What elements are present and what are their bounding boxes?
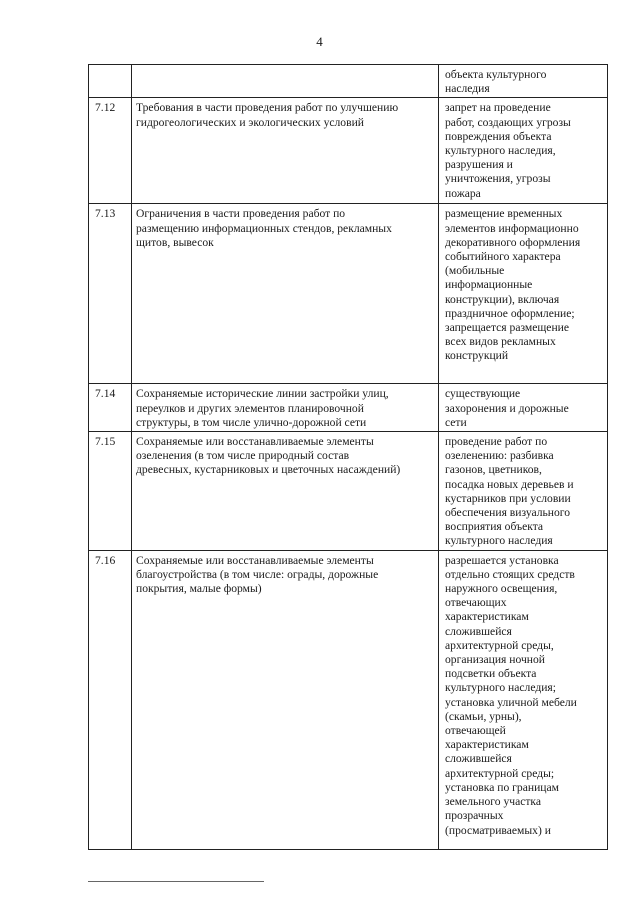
row-number: 7.15 — [95, 435, 116, 449]
row-description: Требования в части проведения работ по улучшению гидрогеологических и экологических условий — [136, 101, 399, 129]
row-rule: проведение работ по озеленению: разбивка газонов, цветников, посадка новых деревьев и кустарников при условии обеспечения визуального восприятия объекта культурного наследия — [445, 435, 574, 548]
table-row — [89, 98, 608, 204]
row-description: Ограничения в части проведения работ по размещению информационных стендов, рекламных щитов, вывесок — [136, 207, 392, 249]
row-description-cell — [132, 65, 439, 98]
row-number-cell — [89, 384, 132, 432]
row-description-cell — [132, 98, 439, 204]
footer-separator-line — [88, 881, 264, 882]
row-description-cell — [132, 550, 439, 849]
row-number: 7.12 — [95, 101, 116, 115]
row-number: 7.13 — [95, 207, 116, 221]
table-row — [89, 432, 608, 551]
row-description-cell — [132, 384, 439, 432]
row-number: 7.16 — [95, 553, 116, 567]
row-number-cell — [89, 98, 132, 204]
row-rule: объекта культурного наследия — [445, 68, 547, 96]
row-number-cell — [89, 204, 132, 384]
row-rule-cell — [439, 204, 608, 384]
row-number-cell — [89, 65, 132, 98]
row-rule: размещение временных элементов информационно декоративного оформления событийного характера (мобильные информационные конструкции), включая праздничное оформление; запрещается размещение всех видов рекламных конструкций — [445, 207, 581, 363]
row-number-cell — [89, 550, 132, 849]
row-description-cell — [132, 432, 439, 551]
row-rule: разрешается установка отдельно стоящих средств наружного освещения, отвечающих характеристикам сложившейся архитектурной среды, организация ночной подсветки объекта культурного наследия; установка уличной мебели (скамьи, урны), отвечающей характеристикам сложившейся архитектурной среды; установка по границам земельного участка прозрачных (просматриваемых) и — [445, 553, 577, 837]
row-rule-cell — [439, 432, 608, 551]
row-rule: существующие захоронения и дорожные сети — [445, 387, 569, 429]
row-number: 7.14 — [95, 387, 116, 401]
table-row — [89, 384, 608, 432]
regulations-table — [88, 64, 608, 850]
row-description: Сохраняемые исторические линии застройки улиц, переулков и других элементов планировочной структуры, в том числе улично-дорожной сети — [136, 387, 389, 429]
row-description-cell — [132, 204, 439, 384]
table-row — [89, 550, 608, 849]
row-rule-cell — [439, 65, 608, 98]
row-rule-cell — [439, 550, 608, 849]
row-description: Сохраняемые или восстанавливаемые элементы озеленения (в том числе природный состав древесных, кустарниковых и цветочных насаждений) — [136, 435, 401, 477]
row-rule-cell — [439, 98, 608, 204]
row-rule: запрет на проведение работ, создающих угрозы повреждения объекта культурного наследия, разрушения и уничтожения, угрозы пожара — [445, 101, 571, 200]
page-number: 4 — [316, 34, 323, 49]
row-number-cell — [89, 432, 132, 551]
table-row — [89, 204, 608, 384]
row-rule-cell — [439, 384, 608, 432]
table-row — [89, 65, 608, 98]
row-description: Сохраняемые или восстанавливаемые элементы благоустройства (в том числе: ограды, дорожные покрытия, малые формы) — [136, 553, 379, 596]
